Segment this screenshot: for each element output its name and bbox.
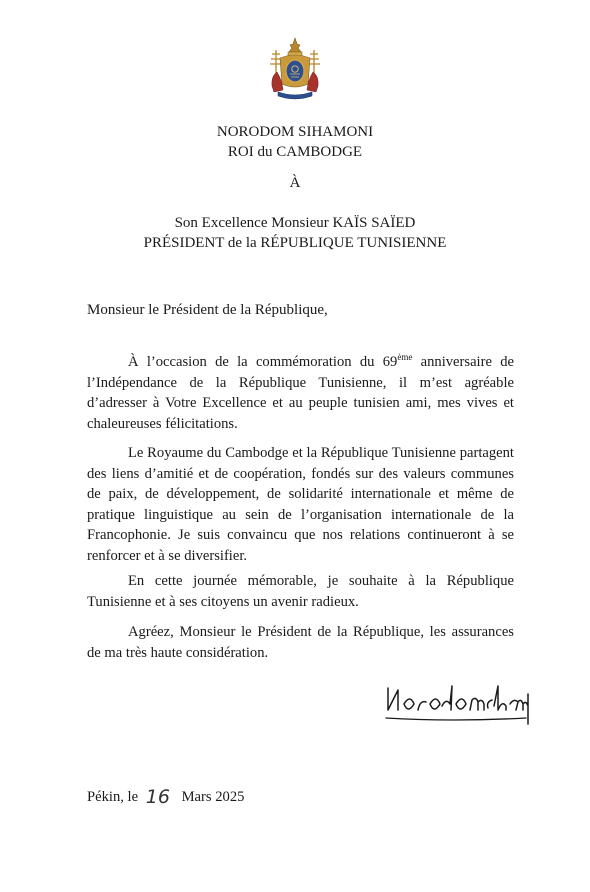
date-month-year: Mars 2025 — [181, 789, 245, 805]
paragraph-4: Agréez, Monsieur le Président de la République, les assurances de ma très haute considération. — [87, 624, 514, 661]
handwritten-signature — [382, 680, 534, 728]
date-line — [87, 784, 244, 806]
recipient-title: PRÉSIDENT de la RÉPUBLIQUE TUNISIENNE — [143, 235, 447, 251]
royal-coat-of-arms-icon — [262, 36, 328, 102]
paragraph-3: En cette journée mémorable, je souhaite à la République Tunisienne et à ses citoyens un avenir radieux. — [87, 573, 514, 610]
sender-name: NORODOM SIHAMONI — [216, 124, 374, 140]
date-day: 16 — [145, 786, 170, 808]
salutation: Monsieur le Président de la République, — [87, 302, 328, 318]
sender-block — [0, 122, 590, 162]
paragraph-1 — [87, 352, 514, 434]
paragraph-2: Le Royaume du Cambodge et la République Tunisienne partagent des liens d’amitié et de coopération, fondés sur des valeurs communes de paix, de développement, de solidarité internationale et même de pratique linguistique au sein de l’organisation internationale de la Francophonie. Je suis convaincu que nos relations continueront à se renforcer et à se diversifier. — [87, 445, 514, 564]
paragraph-1-start: À l’occasion de la commémoration du 69 — [128, 354, 398, 370]
recipient-block — [0, 213, 590, 253]
ordinal-suffix: ème — [397, 352, 413, 363]
paragraph-1-end: anniversaire de l’Indépendance de la République Tunisienne, il m’est agréable d’adresser à Votre Excellence et au peuple tunisien ami, mes vives et chaleureuses félicitations. — [87, 354, 514, 432]
addressee-marker: À — [289, 175, 301, 191]
date-place: Pékin, le — [87, 789, 139, 805]
recipient-name: Son Excellence Monsieur KAÏS SAÏED — [174, 215, 416, 231]
sender-title: ROI du CAMBODGE — [227, 144, 363, 160]
